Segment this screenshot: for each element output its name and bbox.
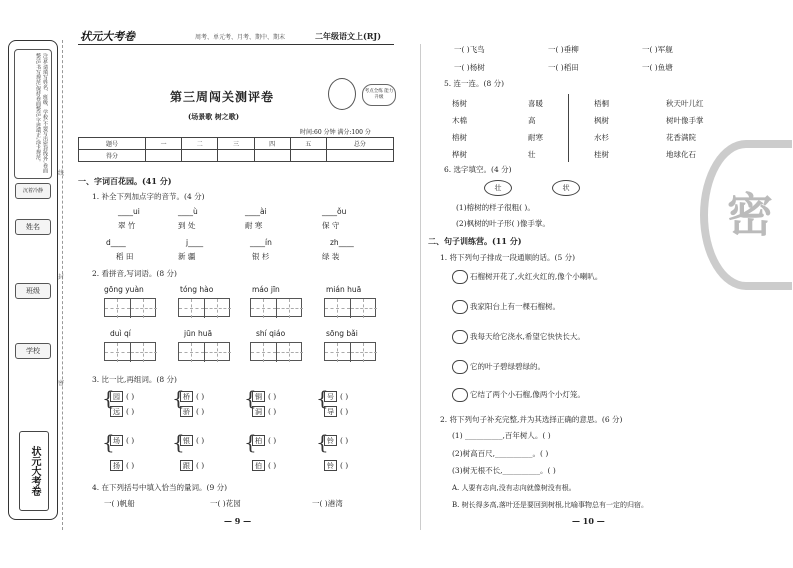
writing-grid[interactable]: [324, 342, 376, 363]
writing-grid[interactable]: [104, 298, 156, 319]
score-cell[interactable]: [182, 150, 218, 162]
confidential-stamp: 密: [700, 140, 792, 290]
page-number: — 9 —: [224, 516, 252, 526]
option-oval: 状: [552, 180, 580, 196]
match-item[interactable]: 桂树: [594, 150, 609, 159]
section-1-heading: 一、字词百花园。(41 分): [78, 176, 172, 186]
fill-item[interactable]: (3)树无根不长,__________。( ): [452, 466, 556, 475]
sentence-question-2: 2. 将下列句子补充完整,并为其选择正确的意思。(6 分): [440, 415, 623, 424]
order-blank-icon[interactable]: [452, 270, 468, 284]
match-item[interactable]: 水杉: [594, 133, 609, 142]
notice-tag: 沉着冷静: [15, 183, 51, 199]
exam-notice: 注意:请填写姓名、班级、学校,不要写出密封线外,卷面整洁,书写规范,保持卷面整洁,字迹端正,涂卡规范。: [14, 49, 52, 179]
char-box: 园: [110, 391, 123, 402]
brace-icon: {: [102, 430, 115, 454]
section-2-heading: 二、句子训练营。(11 分): [428, 236, 522, 246]
table-cell: 三: [218, 138, 254, 150]
answer-blank[interactable]: ( ): [340, 407, 349, 416]
brace-icon: {: [172, 386, 185, 410]
name-label: 姓名: [15, 219, 51, 235]
brace-icon: {: [316, 386, 329, 410]
question-3: 3. 比一比,再组词。(8 分): [92, 375, 177, 384]
word: 到 处: [178, 221, 196, 230]
char-box: 桥: [180, 391, 193, 402]
score-cell[interactable]: [290, 150, 326, 162]
writing-grid[interactable]: [250, 342, 302, 363]
sentence: 它结了两个小石榴,像两个小灯笼。: [470, 390, 585, 399]
table-cell: 总分: [326, 138, 393, 150]
match-item[interactable]: 桦树: [452, 150, 467, 159]
order-blank-icon[interactable]: [452, 360, 468, 374]
pinyin-label: sōng bǎi: [326, 329, 358, 338]
char-box: 银: [180, 435, 193, 446]
header-logo: 状元大考卷: [80, 30, 135, 43]
school-label: 学校: [15, 343, 51, 359]
question-1: 1. 补全下列加点字的音节。(4 分): [92, 192, 205, 201]
pinyin-label: gōng yuàn: [104, 285, 144, 294]
match-item[interactable]: 木棉: [452, 116, 467, 125]
sentence-question-1: 1. 将下列句子排成一段通顺的话。(5 分): [440, 253, 576, 262]
word: 耐 寒: [245, 221, 263, 230]
page-divider: [420, 44, 421, 530]
compare-group: [252, 391, 276, 402]
cut-mark-1: 线: [58, 170, 65, 177]
match-col-3: [594, 95, 609, 163]
answer-blank[interactable]: ( ): [196, 461, 205, 470]
match-col-4: [666, 95, 704, 163]
char-box: 扬: [110, 460, 123, 471]
order-blank-icon[interactable]: [452, 330, 468, 344]
measure-word-item[interactable]: 一( )飞鸟: [454, 45, 485, 54]
order-item[interactable]: [452, 330, 585, 344]
pinyin-label: shí qiáo: [256, 329, 286, 338]
speech-bubble: 考点全练 能力升级: [362, 84, 396, 106]
compare-group: [110, 435, 134, 446]
answer-blank[interactable]: ( ): [196, 392, 205, 401]
table-cell: 得分: [79, 150, 146, 162]
answer-blank[interactable]: ( ): [126, 461, 135, 470]
char-box: 号: [324, 391, 337, 402]
char-box: 柏: [252, 435, 265, 446]
cut-mark-2: 封: [58, 274, 65, 281]
measure-word-item[interactable]: 一( )港湾: [312, 499, 343, 508]
compare-group: [110, 391, 134, 402]
fill-item[interactable]: (1)榕树的样子很粗( )。: [456, 203, 535, 212]
sentence: 我家阳台上有一棵石榴树。: [470, 302, 560, 311]
word: 绿 装: [322, 252, 340, 261]
sentence: 我每天给它浇水,希望它快快长大。: [470, 332, 585, 341]
compare-group: [252, 435, 276, 446]
answer-blank[interactable]: ( ): [268, 436, 277, 445]
brace-icon: {: [244, 386, 257, 410]
binding-sidebar: [8, 40, 58, 520]
answer-blank[interactable]: ( ): [340, 436, 349, 445]
word: 保 守: [322, 221, 340, 230]
score-cell[interactable]: [146, 150, 182, 162]
brand-logo: 状元大考卷: [19, 431, 49, 511]
match-item[interactable]: 花香满院: [666, 133, 696, 142]
char-box: 铜: [252, 391, 265, 402]
match-item[interactable]: 壮: [528, 150, 536, 159]
sentence: 石榴树开花了,火红火红的,像个小喇叭。: [470, 272, 603, 281]
compare-group: [252, 406, 276, 417]
char-box: 远: [110, 406, 123, 417]
mascot-image: [328, 78, 356, 110]
measure-word-item[interactable]: 一( )帆船: [104, 499, 135, 508]
answer-blank[interactable]: ( ): [196, 436, 205, 445]
answer-blank[interactable]: ( ): [340, 392, 349, 401]
match-item[interactable]: 高: [528, 116, 536, 125]
writing-grid[interactable]: [178, 298, 230, 319]
writing-grid[interactable]: [104, 342, 156, 363]
question-4: 4. 在下列括号中填入恰当的量词。(9 分): [92, 483, 228, 492]
table-cell: 四: [254, 138, 290, 150]
compare-group: [110, 406, 134, 417]
pinyin-blank[interactable]: ____ín: [250, 238, 272, 247]
word: 翠 竹: [118, 221, 136, 230]
answer-blank[interactable]: ( ): [268, 461, 277, 470]
char-box: 骄: [180, 406, 193, 417]
char-box: 伯: [252, 460, 265, 471]
column-divider: [568, 94, 569, 162]
compare-group: [110, 460, 134, 471]
page-subtitle: (场景歌 树之歌): [188, 112, 240, 121]
header-subtitle: 周考、单元考、月考、期中、期末: [195, 34, 286, 41]
answer-blank[interactable]: ( ): [340, 461, 349, 470]
char-box: 跟: [180, 460, 193, 471]
char-box: 洞: [252, 406, 265, 417]
word: 新 疆: [178, 252, 196, 261]
table-row: [79, 138, 394, 150]
char-box: 铃: [324, 460, 337, 471]
table-cell: 题号: [79, 138, 146, 150]
answer-blank[interactable]: ( ): [126, 436, 135, 445]
pinyin-label: mián huā: [326, 285, 362, 294]
fill-item[interactable]: (1) __________,百年树人。( ): [452, 431, 551, 440]
score-cell[interactable]: [254, 150, 290, 162]
table-row: [79, 150, 394, 162]
page-title: 第三周闯关测评卷: [170, 90, 275, 104]
measure-word-item[interactable]: 一( )鱼塘: [642, 63, 673, 72]
compare-group: [180, 460, 204, 471]
answer-blank[interactable]: ( ): [268, 407, 277, 416]
option-oval: 壮: [484, 180, 512, 196]
grade-label: 二年级语文上(RJ): [315, 31, 382, 41]
sentence: 它的叶子碧绿碧绿的。: [470, 362, 545, 371]
measure-word-item[interactable]: 一( )杨树: [454, 63, 485, 72]
order-item[interactable]: [452, 300, 560, 314]
pinyin-label: tóng hào: [180, 285, 214, 294]
score-table: [78, 137, 394, 162]
compare-group: [324, 435, 348, 446]
fill-item[interactable]: (2)枫树的叶子形( )像手掌。: [456, 219, 550, 228]
brace-icon: {: [316, 430, 329, 454]
compare-group: [324, 406, 348, 417]
char-box: 铃: [324, 435, 337, 446]
pinyin-blank[interactable]: ____ài: [245, 207, 267, 216]
pinyin-blank[interactable]: ____ui: [118, 207, 140, 216]
score-cell[interactable]: [218, 150, 254, 162]
table-cell: 五: [290, 138, 326, 150]
pinyin-blank[interactable]: ____ǒu: [322, 207, 347, 216]
answer-blank[interactable]: ( ): [268, 392, 277, 401]
word: 银 杉: [252, 252, 270, 261]
match-item[interactable]: 耐寒: [528, 133, 543, 142]
match-item[interactable]: 树叶像手掌: [666, 116, 704, 125]
header-rule: [78, 44, 394, 45]
compare-group: [180, 391, 204, 402]
pinyin-blank[interactable]: j____: [186, 238, 204, 247]
answer-option: B. 树长得多高,落叶还是要回到树根,比喻事物总有一定的归宿。: [452, 501, 649, 509]
measure-word-item[interactable]: 一( )军舰: [642, 45, 673, 54]
compare-group: [180, 406, 204, 417]
seal-line: [62, 40, 63, 530]
question-6: 6. 选字填空。(4 分): [444, 165, 512, 174]
brace-icon: {: [102, 386, 115, 410]
score-cell[interactable]: [326, 150, 393, 162]
pinyin-label: duì qí: [110, 329, 131, 338]
question-2: 2. 看拼音,写词语。(8 分): [92, 269, 177, 278]
compare-group: [180, 435, 204, 446]
match-item[interactable]: 杨树: [452, 99, 467, 108]
writing-grid[interactable]: [324, 298, 376, 319]
pinyin-blank[interactable]: ____ù: [178, 207, 198, 216]
measure-word-item[interactable]: 一( )稻田: [548, 63, 579, 72]
time-info: 时间:60 分钟 满分:100 分: [300, 129, 371, 136]
table-cell: 一: [146, 138, 182, 150]
cut-mark-3: 密: [58, 380, 65, 387]
table-cell: 二: [182, 138, 218, 150]
fill-item[interactable]: (2)树高百尺,__________。( ): [452, 449, 549, 458]
answer-blank[interactable]: ( ): [196, 407, 205, 416]
order-item[interactable]: [452, 270, 602, 284]
compare-group: [252, 460, 276, 471]
question-5: 5. 连一连。(8 分): [444, 79, 505, 88]
measure-word-item[interactable]: 一( )花园: [210, 499, 241, 508]
word: 稻 田: [116, 252, 134, 261]
pinyin-label: máo jīn: [252, 285, 280, 294]
match-item[interactable]: 枫树: [594, 116, 609, 125]
order-item[interactable]: [452, 388, 585, 402]
match-item[interactable]: 榕树: [452, 133, 467, 142]
answer-blank[interactable]: ( ): [126, 392, 135, 401]
match-item[interactable]: 喜暖: [528, 99, 543, 108]
order-blank-icon[interactable]: [452, 388, 468, 402]
writing-grid[interactable]: [250, 298, 302, 319]
match-item[interactable]: 梧桐: [594, 99, 609, 108]
pinyin-blank[interactable]: d____: [106, 238, 126, 247]
pinyin-blank[interactable]: zh____: [330, 238, 354, 247]
order-item[interactable]: [452, 360, 545, 374]
brace-icon: {: [172, 430, 185, 454]
answer-option: A. 人要有志向,没有志向就像树没有根。: [452, 484, 576, 492]
page-number: — 10 —: [572, 516, 605, 526]
char-box: 场: [110, 435, 123, 446]
match-item[interactable]: 秋天叶儿红: [666, 99, 704, 108]
answer-blank[interactable]: ( ): [126, 407, 135, 416]
match-item[interactable]: 地球化石: [666, 150, 696, 159]
compare-group: [324, 391, 348, 402]
match-col-2: [528, 95, 543, 163]
measure-word-item[interactable]: 一( )垂柳: [548, 45, 579, 54]
writing-grid[interactable]: [178, 342, 230, 363]
class-label: 班级: [15, 283, 51, 299]
order-blank-icon[interactable]: [452, 300, 468, 314]
brace-icon: {: [244, 430, 257, 454]
match-col-1: [452, 95, 467, 163]
compare-group: [324, 460, 348, 471]
pinyin-label: jūn huā: [184, 329, 213, 338]
char-box: 导: [324, 406, 337, 417]
